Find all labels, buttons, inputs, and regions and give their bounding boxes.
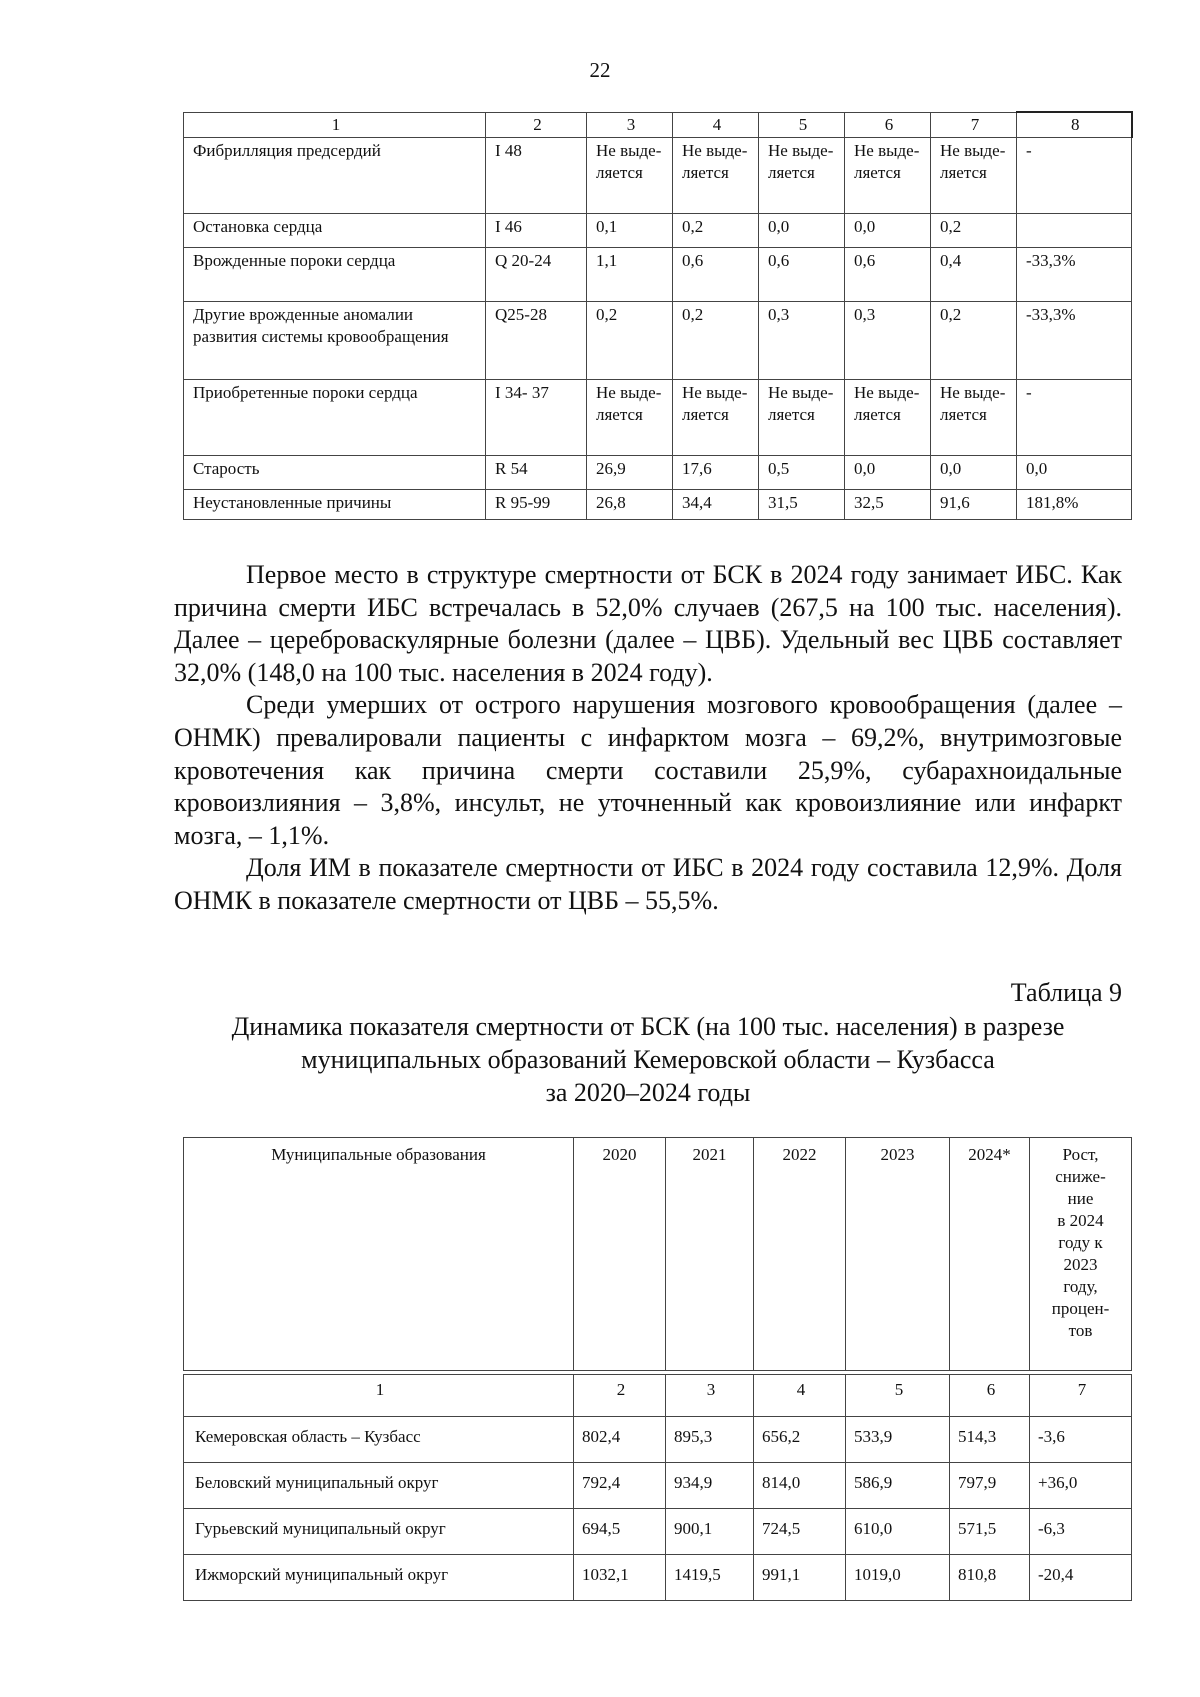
cause-cell: Остановка сердца bbox=[184, 214, 486, 248]
value-cell: 802,4 bbox=[574, 1417, 666, 1463]
value-cell: 586,9 bbox=[846, 1463, 950, 1509]
column-header: Муниципальные образования bbox=[184, 1138, 574, 1371]
table-row bbox=[184, 1417, 1132, 1463]
value-cell: 0,0 bbox=[931, 456, 1017, 490]
column-header-row bbox=[184, 1138, 1132, 1371]
table-title-line: Динамика показателя смертности от БСК (на 100 тыс. населения) в разрезе bbox=[231, 1012, 1065, 1041]
value-cell: 1032,1 bbox=[574, 1555, 666, 1601]
value-cell: 1419,5 bbox=[666, 1555, 754, 1601]
mortality-by-cause-table bbox=[183, 111, 1133, 520]
value-cell: 17,6 bbox=[673, 456, 759, 490]
header-cell: 7 bbox=[931, 112, 1017, 138]
value-cell: Не выде-ляется bbox=[587, 380, 673, 456]
value-cell: 26,9 bbox=[587, 456, 673, 490]
value-cell: 0,2 bbox=[931, 214, 1017, 248]
value-cell: Не выде-ляется bbox=[673, 380, 759, 456]
header-cell: 3 bbox=[587, 112, 673, 138]
column-header: 2023 bbox=[846, 1138, 950, 1371]
table-label: Таблица 9 bbox=[1010, 978, 1122, 1007]
code-cell: I 46 bbox=[486, 214, 587, 248]
value-cell: 810,8 bbox=[950, 1555, 1030, 1601]
change-cell: -6,3 bbox=[1030, 1509, 1132, 1555]
value-cell: Не выде-ляется bbox=[845, 380, 931, 456]
table-header-row bbox=[184, 112, 1132, 138]
growth-header-line: в 2024 bbox=[1057, 1211, 1104, 1230]
column-number: 6 bbox=[950, 1375, 1030, 1417]
value-cell: 0,2 bbox=[931, 302, 1017, 380]
value-cell: 0,2 bbox=[673, 214, 759, 248]
value-cell: 0,6 bbox=[845, 248, 931, 302]
value-cell: 34,4 bbox=[673, 490, 759, 520]
cause-cell: Другие врожденные аномалии развития системы кровообращения bbox=[184, 302, 486, 380]
value-cell: 656,2 bbox=[754, 1417, 846, 1463]
header-cell: 1 bbox=[184, 112, 486, 138]
value-cell: 0,2 bbox=[673, 302, 759, 380]
growth-header-line: тов bbox=[1068, 1321, 1093, 1340]
value-cell: 797,9 bbox=[950, 1463, 1030, 1509]
header-cell: 2 bbox=[486, 112, 587, 138]
change-cell: -20,4 bbox=[1030, 1555, 1132, 1601]
change-cell: 181,8% bbox=[1017, 490, 1132, 520]
municipality-cell: Беловский муниципальный округ bbox=[184, 1463, 574, 1509]
column-header: 2024* bbox=[950, 1138, 1030, 1371]
table-title bbox=[174, 1010, 1122, 1109]
value-cell: 0,6 bbox=[673, 248, 759, 302]
value-cell: 991,1 bbox=[754, 1555, 846, 1601]
value-cell: 694,5 bbox=[574, 1509, 666, 1555]
growth-header-line: процен- bbox=[1051, 1299, 1110, 1318]
column-number: 1 bbox=[184, 1375, 574, 1417]
value-cell: 514,3 bbox=[950, 1417, 1030, 1463]
value-cell: 1,1 bbox=[587, 248, 673, 302]
value-cell: 0,4 bbox=[931, 248, 1017, 302]
growth-header-line: году, bbox=[1063, 1277, 1098, 1296]
value-cell: 814,0 bbox=[754, 1463, 846, 1509]
table-row bbox=[184, 138, 1132, 214]
code-cell: R 95-99 bbox=[486, 490, 587, 520]
value-cell: 0,0 bbox=[845, 456, 931, 490]
value-cell: 0,2 bbox=[587, 302, 673, 380]
change-cell bbox=[1017, 214, 1132, 248]
cause-cell: Врожденные пороки сердца bbox=[184, 248, 486, 302]
header-cell: 6 bbox=[845, 112, 931, 138]
table-title-line: за 2020–2024 годы bbox=[545, 1078, 751, 1107]
value-cell: 0,0 bbox=[845, 214, 931, 248]
column-number-row bbox=[184, 1375, 1132, 1417]
code-cell: I 48 bbox=[486, 138, 587, 214]
change-cell: - bbox=[1017, 138, 1132, 214]
table-row bbox=[184, 1463, 1132, 1509]
column-number: 3 bbox=[666, 1375, 754, 1417]
value-cell: 1019,0 bbox=[846, 1555, 950, 1601]
growth-header-line: 2023 bbox=[1063, 1255, 1098, 1274]
cause-cell: Фибрилляция предсердий bbox=[184, 138, 486, 214]
value-cell: 31,5 bbox=[759, 490, 845, 520]
column-number: 5 bbox=[846, 1375, 950, 1417]
value-cell: Не выде-ляется bbox=[931, 380, 1017, 456]
table-row bbox=[184, 214, 1132, 248]
municipality-cell: Гурьевский муниципальный округ bbox=[184, 1509, 574, 1555]
paragraph: Среди умерших от острого нарушения мозгового кровообращения (далее – ОНМК) превалировали пациенты с инфарктом мозга – 69,2%, внутримозговые кровотечения как причина смерти составили 25,9%, субарахноидальные кровоизлияния – 3,8%, инсульт, не уточненный как кровоизлияние или инфаркт мозга, – 1,1%. bbox=[174, 690, 1122, 850]
value-cell: 934,9 bbox=[666, 1463, 754, 1509]
page-number: 22 bbox=[589, 58, 611, 82]
table-row bbox=[184, 380, 1132, 456]
value-cell: 0,1 bbox=[587, 214, 673, 248]
value-cell: 91,6 bbox=[931, 490, 1017, 520]
municipal-table-header bbox=[183, 1137, 1132, 1371]
change-cell: 0,0 bbox=[1017, 456, 1132, 490]
code-cell: R 54 bbox=[486, 456, 587, 490]
municipality-cell: Кемеровская область – Кузбасс bbox=[184, 1417, 574, 1463]
cause-cell: Старость bbox=[184, 456, 486, 490]
column-header-growth bbox=[1030, 1138, 1132, 1371]
value-cell: Не выде-ляется bbox=[845, 138, 931, 214]
table-row bbox=[184, 490, 1132, 520]
value-cell: 900,1 bbox=[666, 1509, 754, 1555]
cause-cell: Неустановленные причины bbox=[184, 490, 486, 520]
column-number: 2 bbox=[574, 1375, 666, 1417]
body-text bbox=[174, 559, 1122, 918]
value-cell: 533,9 bbox=[846, 1417, 950, 1463]
column-header: 2020 bbox=[574, 1138, 666, 1371]
growth-header-line: сниже- bbox=[1055, 1167, 1106, 1186]
change-cell: -33,3% bbox=[1017, 248, 1132, 302]
value-cell: 610,0 bbox=[846, 1509, 950, 1555]
value-cell: Не выде-ляется bbox=[759, 380, 845, 456]
growth-header-line: ние bbox=[1067, 1189, 1094, 1208]
code-cell: Q 20-24 bbox=[486, 248, 587, 302]
value-cell: 0,3 bbox=[759, 302, 845, 380]
value-cell: Не выде-ляется bbox=[759, 138, 845, 214]
column-header: 2022 bbox=[754, 1138, 846, 1371]
value-cell: Не выде-ляется bbox=[673, 138, 759, 214]
value-cell: 0,5 bbox=[759, 456, 845, 490]
table-row bbox=[184, 302, 1132, 380]
column-header: 2021 bbox=[666, 1138, 754, 1371]
column-number: 7 bbox=[1030, 1375, 1132, 1417]
table-title-line: муниципальных образований Кемеровской области – Кузбасса bbox=[301, 1045, 995, 1074]
value-cell: 26,8 bbox=[587, 490, 673, 520]
cause-cell: Приобретенные пороки сердца bbox=[184, 380, 486, 456]
table-row bbox=[184, 248, 1132, 302]
table-row bbox=[184, 456, 1132, 490]
value-cell: Не выде-ляется bbox=[587, 138, 673, 214]
table-row bbox=[184, 1509, 1132, 1555]
change-cell: -3,6 bbox=[1030, 1417, 1132, 1463]
growth-header-line: году к bbox=[1058, 1233, 1103, 1252]
change-cell: - bbox=[1017, 380, 1132, 456]
change-cell: -33,3% bbox=[1017, 302, 1132, 380]
value-cell: 0,0 bbox=[759, 214, 845, 248]
value-cell: 792,4 bbox=[574, 1463, 666, 1509]
column-number: 4 bbox=[754, 1375, 846, 1417]
header-cell: 8 bbox=[1017, 112, 1132, 138]
value-cell: 32,5 bbox=[845, 490, 931, 520]
value-cell: 0,6 bbox=[759, 248, 845, 302]
value-cell: 0,3 bbox=[845, 302, 931, 380]
value-cell: 895,3 bbox=[666, 1417, 754, 1463]
table-row bbox=[184, 1555, 1132, 1601]
value-cell: 724,5 bbox=[754, 1509, 846, 1555]
header-cell: 5 bbox=[759, 112, 845, 138]
header-cell: 4 bbox=[673, 112, 759, 138]
value-cell: Не выде-ляется bbox=[931, 138, 1017, 214]
municipal-table-body bbox=[183, 1374, 1132, 1601]
paragraph: Первое место в структуре смертности от БСК в 2024 году занимает ИБС. Как причина смерти ИБС встречалась в 52,0% случаев (267,5 на 100 тыс. населения). Далее – цереброваскулярные болезни (далее – ЦВБ). Удельный вес ЦВБ составляет 32,0% (148,0 на 100 тыс. населения в 2024 году). bbox=[174, 560, 1122, 687]
code-cell: I 34- 37 bbox=[486, 380, 587, 456]
paragraph: Доля ИМ в показателе смертности от ИБС в 2024 году составила 12,9%. Доля ОНМК в показателе смертности от ЦВБ – 55,5%. bbox=[174, 853, 1122, 915]
municipality-cell: Ижморский муниципальный округ bbox=[184, 1555, 574, 1601]
growth-header-line: Рост, bbox=[1062, 1145, 1099, 1164]
change-cell: +36,0 bbox=[1030, 1463, 1132, 1509]
value-cell: 571,5 bbox=[950, 1509, 1030, 1555]
code-cell: Q25-28 bbox=[486, 302, 587, 380]
